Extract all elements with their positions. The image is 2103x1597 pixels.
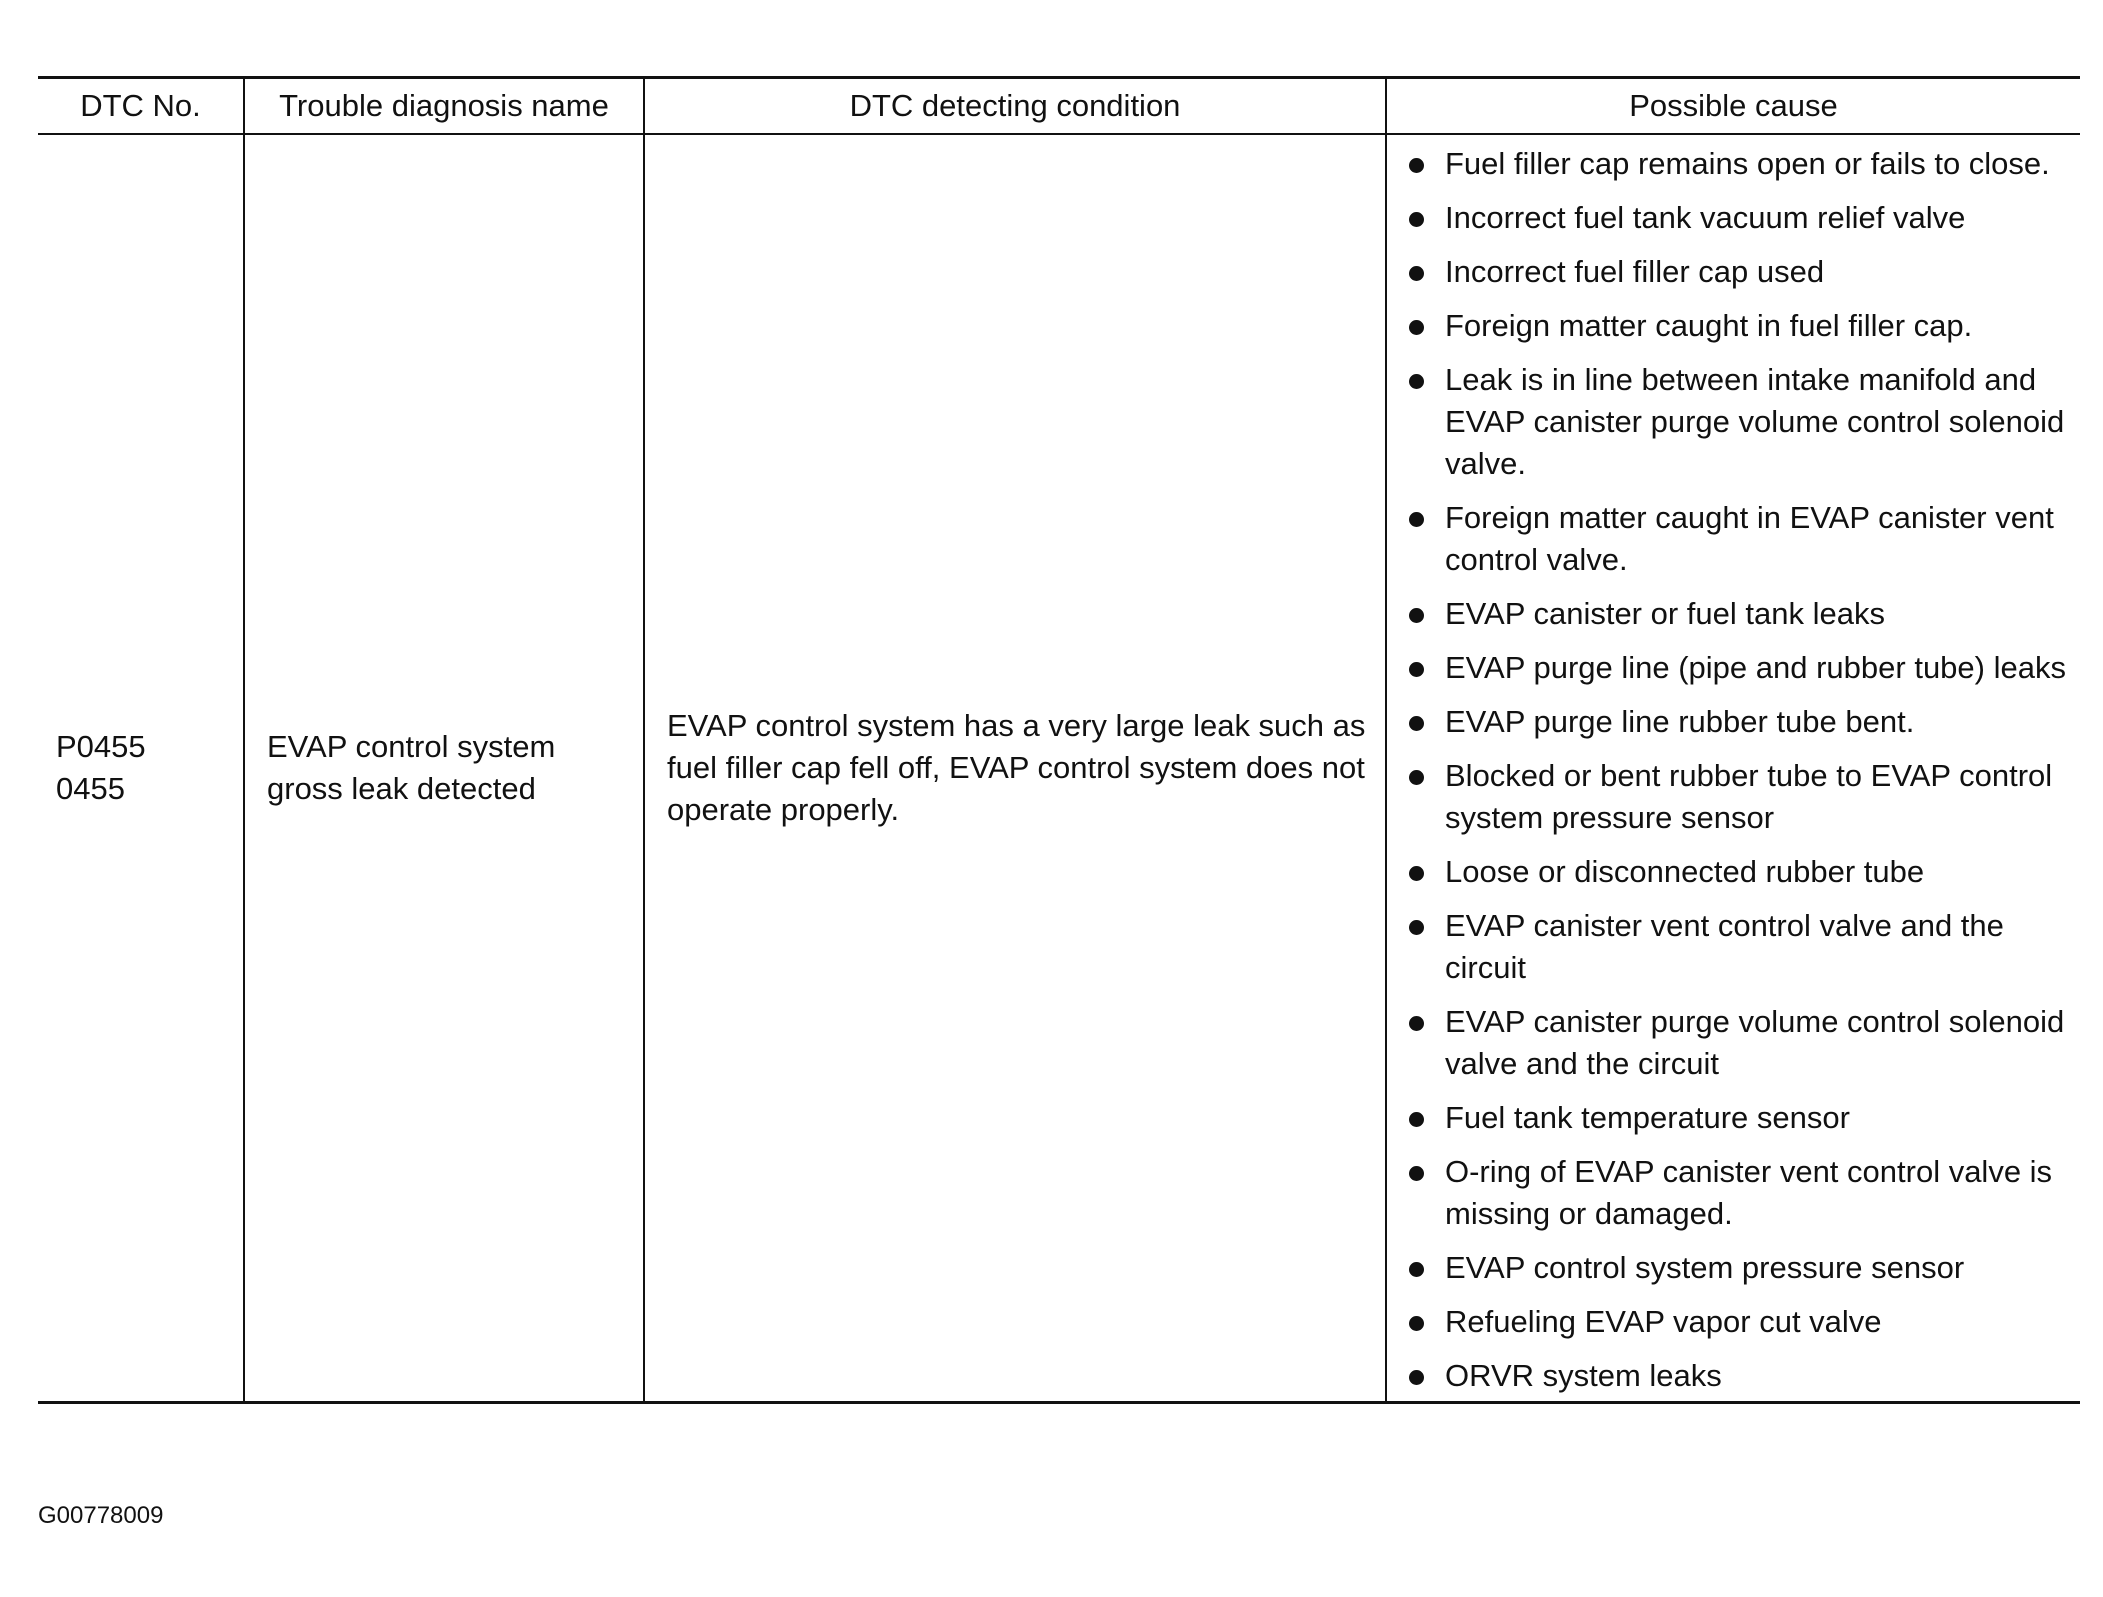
possible-cause-text: Foreign matter caught in fuel filler cap.: [1445, 308, 1973, 343]
bullet-icon: [1409, 1316, 1424, 1331]
list-item: [1409, 143, 2070, 185]
dtc-table-container: [38, 76, 2080, 1404]
possible-cause-text: EVAP canister purge volume control solenoid valve and the circuit: [1445, 1004, 2065, 1081]
bullet-icon: [1409, 920, 1424, 935]
bullet-icon: [1409, 1112, 1424, 1127]
list-item: [1409, 359, 2070, 485]
bullet-icon: [1409, 770, 1424, 785]
possible-cause-text: Blocked or bent rubber tube to EVAP control system pressure sensor: [1445, 758, 2053, 835]
possible-cause-text: EVAP control system pressure sensor: [1445, 1250, 1965, 1285]
possible-cause-text: EVAP purge line (pipe and rubber tube) leaks: [1445, 650, 2066, 685]
possible-cause-text: Fuel tank temperature sensor: [1445, 1100, 1850, 1135]
bullet-icon: [1409, 374, 1424, 389]
header-dtc-no: DTC No.: [38, 78, 244, 135]
possible-cause-text: Refueling EVAP vapor cut valve: [1445, 1304, 1882, 1339]
possible-cause-text: O-ring of EVAP canister vent control valve is missing or damaged.: [1445, 1154, 2053, 1231]
bullet-icon: [1409, 158, 1424, 173]
bullet-icon: [1409, 662, 1424, 677]
detecting-condition-cell: [644, 134, 1386, 1403]
bullet-icon: [1409, 1166, 1424, 1181]
diagnosis-name-text: EVAP control system gross leak detected: [267, 729, 556, 806]
possible-cause-text: Incorrect fuel tank vacuum relief valve: [1445, 200, 1966, 235]
possible-cause-text: EVAP canister or fuel tank leaks: [1445, 596, 1885, 631]
diagnosis-name-cell: [244, 134, 644, 1403]
bullet-icon: [1409, 212, 1424, 227]
possible-cause-text: EVAP purge line rubber tube bent.: [1445, 704, 1915, 739]
list-item: [1409, 1097, 2070, 1139]
list-item: [1409, 197, 2070, 239]
possible-cause-text: Incorrect fuel filler cap used: [1445, 254, 1825, 289]
list-item: [1409, 701, 2070, 743]
list-item: [1409, 647, 2070, 689]
dtc-code-primary: P0455: [56, 729, 146, 764]
header-dtc-detecting-condition: DTC detecting condition: [644, 78, 1386, 135]
bullet-icon: [1409, 866, 1424, 881]
list-item: [1409, 1301, 2070, 1343]
table-header-row: [38, 78, 2080, 135]
possible-cause-text: EVAP canister vent control valve and the circuit: [1445, 908, 2004, 985]
list-item: [1409, 905, 2070, 989]
bullet-icon: [1409, 1370, 1424, 1385]
header-possible-cause: Possible cause: [1386, 78, 2080, 135]
list-item: [1409, 497, 2070, 581]
list-item: [1409, 1001, 2070, 1085]
list-item: [1409, 851, 2070, 893]
possible-cause-text: Leak is in line between intake manifold and EVAP canister purge volume control solenoid valve.: [1445, 362, 2065, 481]
possible-cause-text: Fuel filler cap remains open or fails to close.: [1445, 146, 2050, 181]
bullet-icon: [1409, 716, 1424, 731]
possible-cause-text: Loose or disconnected rubber tube: [1445, 854, 1925, 889]
possible-cause-cell: [1386, 134, 2080, 1403]
possible-cause-text: ORVR system leaks: [1445, 1358, 1722, 1393]
bullet-icon: [1409, 320, 1424, 335]
list-item: [1409, 593, 2070, 635]
bullet-icon: [1409, 512, 1424, 527]
dtc-table: [38, 76, 2080, 1404]
dtc-code-cell: [38, 134, 244, 1403]
bullet-icon: [1409, 608, 1424, 623]
table-row: [38, 134, 2080, 1403]
bullet-icon: [1409, 1262, 1424, 1277]
possible-cause-text: Foreign matter caught in EVAP canister vent control valve.: [1445, 500, 2054, 577]
bullet-icon: [1409, 266, 1424, 281]
possible-cause-list: [1409, 143, 2070, 1397]
dtc-code-secondary: 0455: [56, 771, 125, 806]
list-item: [1409, 305, 2070, 347]
detecting-condition-text: EVAP control system has a very large leak such as fuel filler cap fell off, EVAP control system does not operate properly.: [667, 708, 1366, 827]
list-item: [1409, 1247, 2070, 1289]
list-item: [1409, 755, 2070, 839]
list-item: [1409, 1355, 2070, 1397]
header-trouble-diagnosis-name: Trouble diagnosis name: [244, 78, 644, 135]
list-item: [1409, 251, 2070, 293]
bullet-icon: [1409, 1016, 1424, 1031]
list-item: [1409, 1151, 2070, 1235]
figure-id: G00778009: [38, 1502, 164, 1529]
